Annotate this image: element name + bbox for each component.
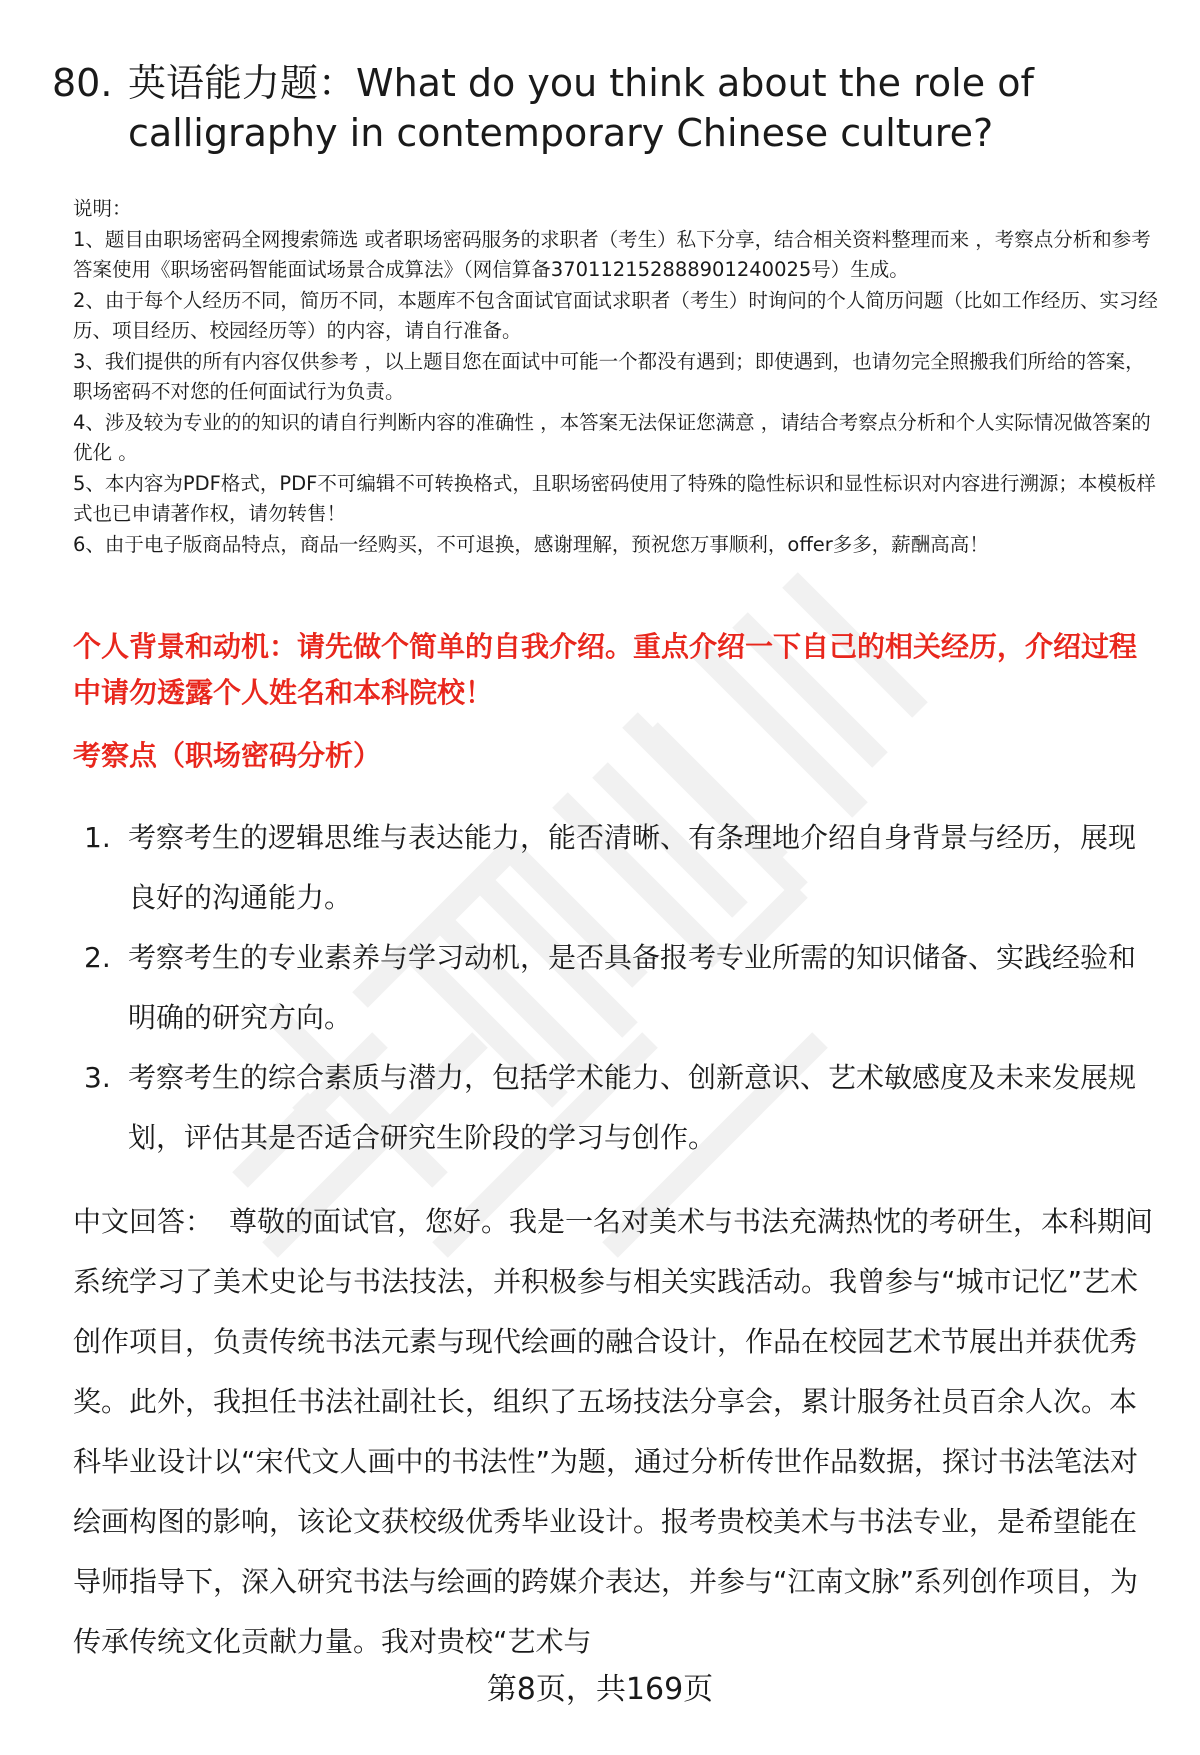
notes-item: 5、本内容为PDF格式，PDF不可编辑不可转换格式，且职场密码使用了特殊的隐性标识和显性标识对内容进行溯源；本模板样式也已申请著作权，请勿转售！ bbox=[73, 471, 1156, 525]
page-footer: 第8页，共169页 bbox=[486, 1672, 714, 1707]
notes-item: 6、由于电子版商品特点，商品一经购买，不可退换，感谢理解，预祝您万事顺利，offer多多，薪酬高高！ bbox=[73, 532, 989, 556]
notes-item: 4、涉及较为专业的的知识的请自行判断内容的准确性 ，本答案无法保证您满意 ，请结合考察点分析和个人实际情况做答案的优化 。 bbox=[73, 410, 1151, 464]
notes-item: 1、题目由职场密码全网搜索筛选 或者职场密码服务的求职者（考生）私下分享，结合相关资料整理而来 ，考察点分析和参考答案使用《职场密码智能面试场景合成算法》（网信算备370112152888901240025号）生成。 bbox=[73, 227, 1151, 281]
answer-text: 尊敬的面试官，您好。我是一名对美术与书法充满热忱的考研生，本科期间系统学习了美术史论与书法技法，并积极参与相关实践活动。我曾参与“城市记忆”艺术创作项目，负责传统书法元素与现代绘画的融合设计，作品在校园艺术节展出并获优秀奖。此外，我担任书法社副社长，组织了五场技法分享会，累计服务社员百余人次。本科毕业设计以“宋代文人画中的书法性”为题，通过分析传世作品数据，探讨书法笔法对绘画构图的影响，该论文获校级优秀毕业设计。报考贵校美术与书法专业，是希望能在导师指导下，深入研究书法与绘画的跨媒介表达，并参与“江南文脉”系列创作项目，为传承传统文化贡献力量。我对贵校“艺术与 bbox=[73, 1205, 1154, 1658]
list-item-number: 3. bbox=[84, 1061, 111, 1094]
list-item-text: 考察考生的逻辑思维与表达能力，能否清晰、有条理地介绍自身背景与经历，展现良好的沟通能力。 bbox=[128, 821, 1137, 914]
notes-item: 2、由于每个人经历不同，简历不同，本题库不包含面试官面试求职者（考生）时询问的个人简历问题（比如工作经历、实习经历、项目经历、校园经历等）的内容，请自行准备。 bbox=[73, 288, 1158, 342]
list-item-number: 2. bbox=[84, 941, 111, 974]
notes-block bbox=[73, 194, 1158, 560]
list-item-text: 考察考生的综合素质与潜力，包括学术能力、创新意识、艺术敏感度及未来发展规划，评估其是否适合研究生阶段的学习与创作。 bbox=[128, 1061, 1137, 1154]
question-text: 英语能力题：What do you think about the role of calligraphy in contemporary Chinese culture? bbox=[128, 61, 1034, 155]
list-item-text: 考察考生的专业素养与学习动机，是否具备报考专业所需的知识储备、实践经验和明确的研究方向。 bbox=[128, 941, 1137, 1034]
notes-title: 说明： bbox=[73, 197, 132, 220]
section-title: 考察点（职场密码分析） bbox=[73, 739, 382, 772]
question-number: 80. bbox=[52, 61, 113, 105]
list-item bbox=[84, 1048, 1154, 1168]
assessment-points-list bbox=[84, 808, 1154, 1168]
list-item bbox=[84, 808, 1154, 928]
question-heading bbox=[52, 58, 1152, 158]
list-item-number: 1. bbox=[84, 821, 111, 854]
answer-label: 中文回答： bbox=[73, 1205, 214, 1238]
answer-block bbox=[73, 1192, 1158, 1672]
notes-item: 3、我们提供的所有内容仅供参考 ，以上题目您在面试中可能一个都没有遇到；即使遇到，也请勿完全照搬我们所给的答案，职场密码不对您的任何面试行为负责。 bbox=[73, 349, 1145, 403]
interview-question-prompt: 个人背景和动机：请先做个简单的自我介绍。重点介绍一下自己的相关经历，介绍过程中请勿透露个人姓名和本科院校！ bbox=[73, 630, 1138, 709]
list-item bbox=[84, 928, 1154, 1048]
